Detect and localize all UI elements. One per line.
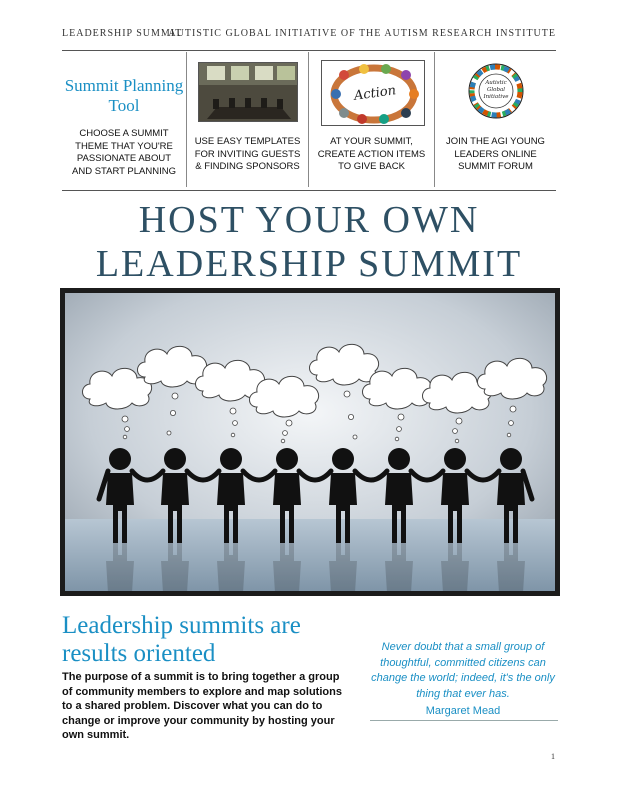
- feature-action: [308, 52, 434, 187]
- section-title: Leadership summits are results oriented: [62, 612, 301, 667]
- agi-logo: [467, 62, 525, 120]
- running-header: [62, 28, 556, 44]
- agi-logo-text: Autistic Global Initiative: [483, 80, 509, 100]
- hero-image: [60, 288, 560, 596]
- feature-templates: [186, 52, 308, 187]
- feature-strip: [62, 52, 556, 187]
- section-body: The purpose of a summit is to bring together a group of community members to explore and map solutions to a shared problem. Discover what you can do to change or improve your community by hosting your own summit.: [62, 671, 342, 741]
- planning-tool-title: Summit Planning Tool: [64, 76, 184, 115]
- quote-rule: [370, 720, 558, 721]
- quote-author: Margaret Mead: [425, 705, 501, 717]
- headline-line-1: HOST YOUR OWN: [138, 199, 480, 241]
- pull-quote: [368, 640, 558, 719]
- feature-planning-tool: [62, 52, 186, 187]
- quote-text: Never doubt that a small group of thoughtful, committed citizens can change the world; indeed, it's the only thing that ever has.: [371, 641, 555, 700]
- action-image: [321, 60, 425, 126]
- page-number: 1: [551, 752, 555, 761]
- features-rule: [62, 190, 556, 191]
- page-headline: [0, 198, 618, 286]
- feature-caption: JOIN THE AGI YOUNG LEADERS ONLINE SUMMIT FORUM: [446, 136, 545, 172]
- action-image-label: Action: [353, 83, 397, 104]
- feature-forum: [434, 52, 556, 187]
- feature-caption: AT YOUR SUMMIT, CREATE ACTION ITEMS TO GIVE BACK: [317, 136, 426, 172]
- feature-caption: CHOOSE A SUMMIT THEME THAT YOU'RE PASSIONATE ABOUT AND START PLANNING: [72, 128, 176, 177]
- header-right: AUTISTIC GLOBAL INITIATIVE OF THE AUTISM RESEARCH INSTITUTE: [168, 28, 556, 39]
- headline-line-2: LEADERSHIP SUMMIT: [95, 243, 523, 285]
- header-rule: [62, 50, 556, 51]
- conference-room-image: [198, 62, 298, 122]
- header-left: LEADERSHIP SUMMIT: [62, 28, 183, 39]
- feature-caption: USE EASY TEMPLATES FOR INVITING GUESTS & FINDING SPONSORS: [194, 136, 301, 172]
